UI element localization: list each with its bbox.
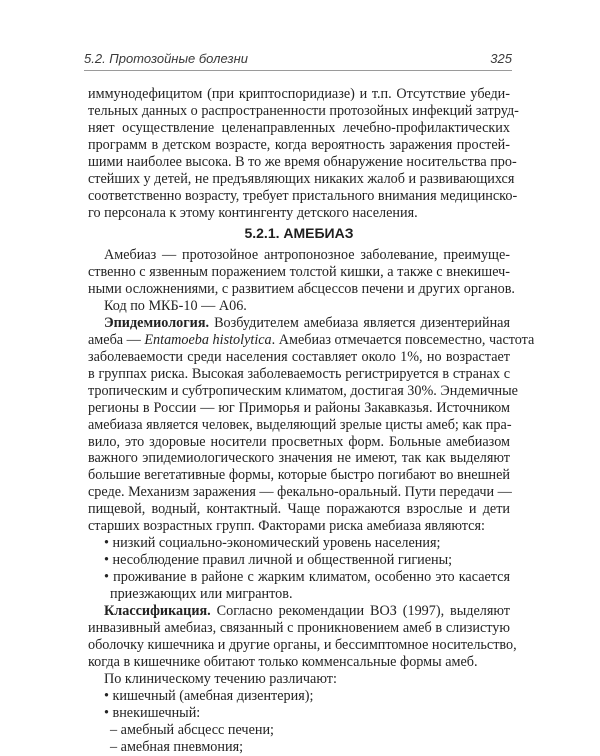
classification-line: когда в кишечнике обитают только комменсальные формы амеб. [88,653,478,670]
intro-line: стейших у детей, не предъявляющих никаких жалоб и развивающихся [88,170,515,187]
epidemiology-text: . Амебиаз отмечается повсеместно, частота [271,331,535,348]
epidemiology-label: Эпидемиология. [104,314,210,331]
epidemiology-line: старших возрастных групп. Факторами риска амебиаза являются: [88,518,485,535]
classification-line: инвазивный амебиаз, связанный с проникновением амеб в слизистую [88,619,510,636]
clinical-subform-item: – амебный абсцесс печени; [110,721,274,738]
section-heading: 5.2.1. АМЕБИАЗ [244,225,354,241]
definition-line: ственно с язвенным поражением толстой кишки, а также с внекишеч- [88,264,510,280]
icd-code: Код по МКБ-10 — А06. [104,297,247,314]
classification-first-line [104,603,510,620]
epidemiology-line: регионы в России — юг Приморья и районы Закавказья. Источником [88,399,510,416]
running-header-title: 5.2. Протозойные болезни [84,51,248,66]
definition-line: ными осложнениями, с развитием абсцессов печени и других органов. [88,280,515,297]
classification-line: оболочку кишечника и другие органы, и бессимптомное носительство, [88,636,517,653]
epidemiology-line: большие вегетативные формы, которые быстро погибают во внешней [88,467,510,484]
risk-factor-item: • проживание в районе с жарким климатом, особенно это касается [104,569,510,586]
risk-factor-item: • несоблюдение правил личной и общественной гигиены; [104,552,453,569]
epidemiology-line: тропическим и субтропическим климатом, достигая 30%. Эндемичные [88,382,518,399]
page-number: 325 [490,51,512,66]
intro-line: иммунодефицитом (при криптоспоридиазе) и т.п. Отсутствие убеди- [88,86,510,102]
definition-line: Амебиаз — протозойное антропонозное заболевание, преимуще- [104,247,510,263]
intro-line: няет осуществление целенаправленных лечебно-профилактических [88,119,510,136]
epidemiology-text: Возбудителем амебиаза является дизентерийная [209,314,510,331]
running-header [84,51,512,71]
intro-line: программ в детском возрасте, когда вероятность заражения простей- [88,136,510,153]
risk-factor-continuation: приезжающих или мигрантов. [110,586,293,602]
species-name: Entamoeba histolytica [144,331,272,348]
risk-factor-item: • низкий социально-экономический уровень населения; [104,535,441,552]
epidemiology-species-line [88,331,535,349]
epidemiology-first-line [104,315,510,332]
clinical-subform-item: – амебная пневмония; [110,738,244,755]
classification-label: Классификация. [104,603,211,619]
epidemiology-line: пищевой, водный, контактный. Чаще поражаются взрослые и дети [88,501,510,518]
intro-line: шими наиболее высока. В то же время обнаружение носительства про- [88,153,517,170]
epidemiology-text: амеба — [88,331,145,348]
epidemiology-line: важного эпидемиологического значения не имеют, так как выделяют [88,450,510,467]
epidemiology-line: вило, это здоровые носители просветных форм. Больные амебиазом [88,433,510,450]
clinical-form-item: • внекишечный: [104,704,201,721]
clinical-form-item: • кишечный (амебная дизентерия); [104,687,314,704]
intro-line: тельных данных о распространенности протозойных инфекций затруд- [88,103,519,119]
clinical-intro: По клиническому течению различают: [104,670,337,687]
epidemiology-line: амебиаза является человек, выделяющий зрелые цисты амеб; как пра- [88,416,512,433]
epidemiology-line: среде. Механизм заражения — фекально-оральный. Пути передачи — [88,484,512,501]
header-rule [84,70,512,71]
intro-line: го персонала к этому контингенту детского населения. [88,204,418,221]
epidemiology-line: заболеваемости среди населения составляет около 1%, но возрастает [88,348,510,365]
classification-text: Согласно рекомендации ВОЗ (1997), выделяют [210,603,510,619]
intro-line: соответственно возрасту, требует пристального внимания медицинско- [88,187,518,204]
epidemiology-line: в группах риска. Высокая заболеваемость регистрируется в странах с [88,365,510,382]
